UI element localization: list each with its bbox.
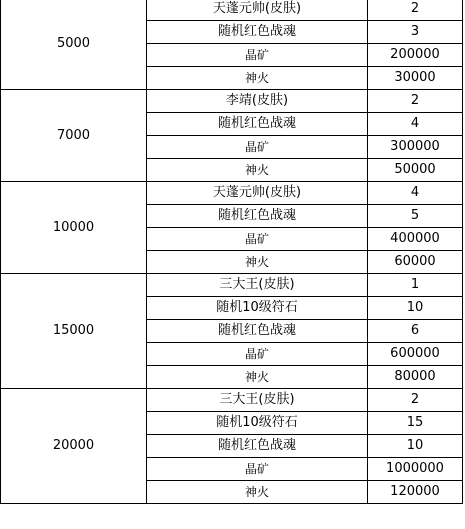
reward-quantity: 400000	[368, 228, 463, 251]
reward-name: 随机10级符石	[147, 412, 368, 435]
reward-quantity: 2	[368, 389, 463, 412]
reward-quantity: 5	[368, 205, 463, 228]
reward-name: 晶矿	[147, 458, 368, 481]
reward-quantity: 200000	[368, 44, 463, 67]
table-row	[1, 90, 463, 113]
reward-name: 神火	[147, 251, 368, 274]
reward-quantity: 1	[368, 274, 463, 297]
reward-quantity: 300000	[368, 136, 463, 159]
reward-quantity: 60000	[368, 251, 463, 274]
reward-quantity: 2	[368, 0, 463, 21]
table-row	[1, 182, 463, 205]
reward-name: 随机红色战魂	[147, 435, 368, 458]
reward-name: 神火	[147, 67, 368, 90]
reward-quantity: 10	[368, 297, 463, 320]
threshold-cell: 5000	[1, 0, 147, 90]
reward-quantity: 120000	[368, 481, 463, 504]
threshold-cell: 7000	[1, 90, 147, 182]
reward-quantity: 6	[368, 320, 463, 343]
reward-name: 晶矿	[147, 228, 368, 251]
reward-name: 随机红色战魂	[147, 21, 368, 44]
reward-name: 三大王(皮肤)	[147, 389, 368, 412]
reward-quantity: 50000	[368, 159, 463, 182]
reward-name: 随机10级符石	[147, 297, 368, 320]
reward-name: 三大王(皮肤)	[147, 274, 368, 297]
table-row	[1, 274, 463, 297]
reward-quantity: 15	[368, 412, 463, 435]
reward-quantity: 600000	[368, 343, 463, 366]
reward-name: 神火	[147, 366, 368, 389]
reward-name: 天蓬元帅(皮肤)	[147, 182, 368, 205]
reward-name: 神火	[147, 159, 368, 182]
reward-quantity: 10	[368, 435, 463, 458]
reward-name: 神火	[147, 481, 368, 504]
reward-quantity: 1000000	[368, 458, 463, 481]
threshold-cell: 20000	[1, 389, 147, 504]
reward-name: 晶矿	[147, 136, 368, 159]
reward-name: 天蓬元帅(皮肤)	[147, 0, 368, 21]
reward-quantity: 80000	[368, 366, 463, 389]
reward-quantity: 4	[368, 113, 463, 136]
table-row	[1, 389, 463, 412]
reward-name: 随机红色战魂	[147, 113, 368, 136]
reward-name: 随机红色战魂	[147, 205, 368, 228]
threshold-cell: 10000	[1, 182, 147, 274]
threshold-cell: 15000	[1, 274, 147, 389]
reward-quantity: 2	[368, 90, 463, 113]
reward-quantity: 30000	[368, 67, 463, 90]
reward-quantity: 3	[368, 21, 463, 44]
reward-name: 晶矿	[147, 343, 368, 366]
table-row	[1, 0, 463, 21]
reward-name: 随机红色战魂	[147, 320, 368, 343]
reward-name: 晶矿	[147, 44, 368, 67]
reward-name: 李靖(皮肤)	[147, 90, 368, 113]
reward-quantity: 4	[368, 182, 463, 205]
